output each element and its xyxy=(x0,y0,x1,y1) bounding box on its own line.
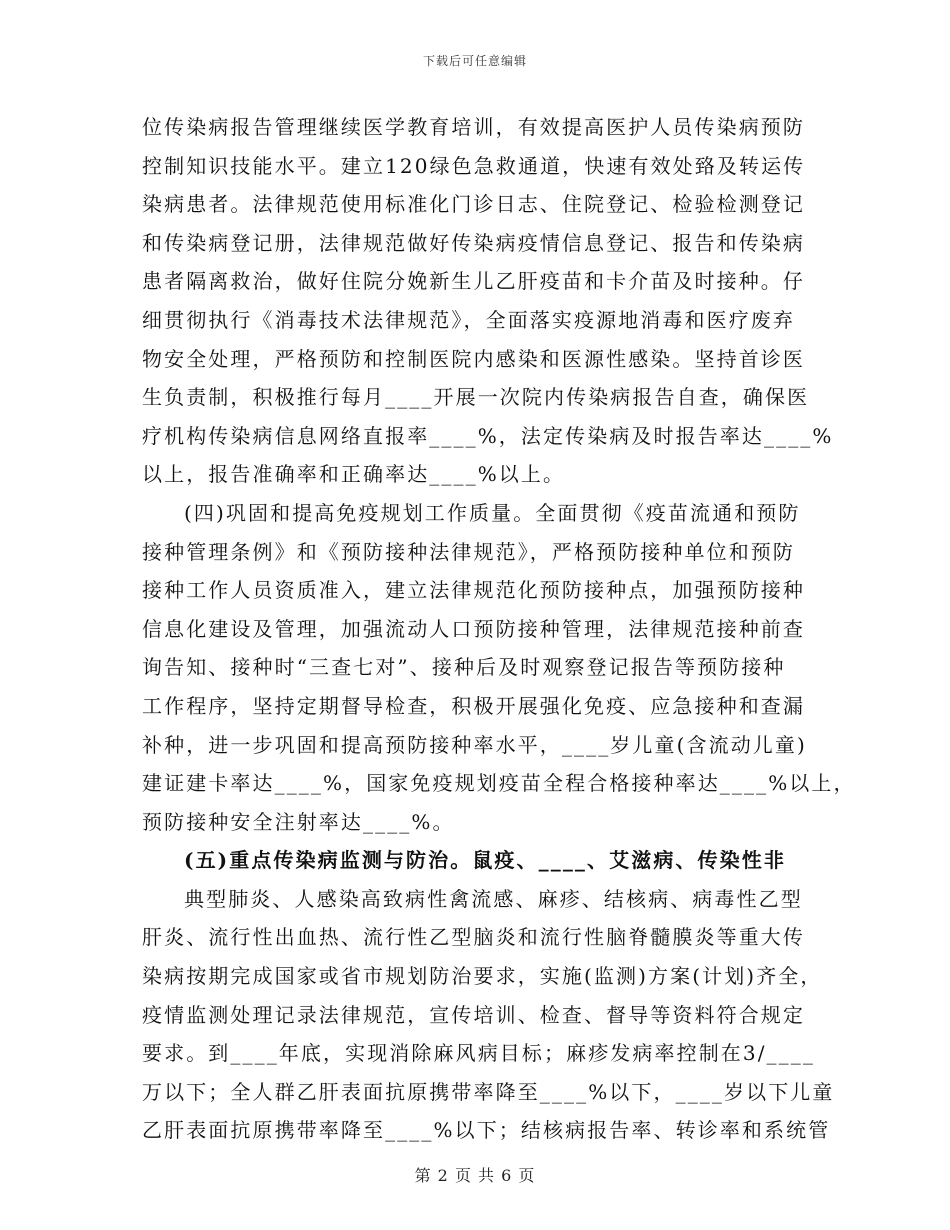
text-line: 询告知、接种时“三查七对”、接种后及时观察登记报告等预防接种 xyxy=(142,655,786,680)
text-line: 染病按期完成国家或省市规划防治要求，实施(监测)方案(计划)齐全， xyxy=(142,964,823,989)
text-line: 接种管理条例》和《预防接种法律规范》，严格预防接种单位和预防 xyxy=(142,539,795,564)
text-line: 工作程序，坚持定期督导检查，积极开展强化免疫、应急接种和查漏 xyxy=(142,693,805,718)
text-line: 接种工作人员资质准入，建立法律规范化预防接种点，加强预防接种 xyxy=(142,578,805,603)
document-body xyxy=(142,108,856,1150)
text-line: 疫情监测处理记录法律规范，宣传培训、检查、督导等资料符合规定 xyxy=(142,1002,805,1027)
text-line: 乙肝表面抗原携带率降至____%以下；结核病报告率、转诊率和系统管 xyxy=(142,1118,831,1143)
text-line: 疗机构传染病信息网络直报率____%，法定传染病及时报告率达____% xyxy=(142,423,834,448)
text-line: 控制知识技能水平。建立120绿色急救通道，快速有效处臵及转运传 xyxy=(142,153,806,178)
text-line: 位传染病报告管理继续医学教育培训，有效提高医护人员传染病预防 xyxy=(142,115,805,139)
paragraph-4-heading-line: (四)巩固和提高免疫规划工作质量。全面贯彻《疫苗流通和预防 xyxy=(184,500,801,525)
text-line: 以上，报告准确率和正确率达____%以上。 xyxy=(142,462,566,487)
text-line: 预防接种安全注射率达____%。 xyxy=(142,809,455,834)
text-line: 生负责制，积极推行每月____开展一次院内传染病报告自查，确保医 xyxy=(142,385,810,410)
text-line: 建证建卡率达____%，国家免疫规划疫苗全程合格接种率达____%以上， xyxy=(142,771,856,796)
text-line: 典型肺炎、人感染高致病性禽流感、麻疹、结核病、病毒性乙型 xyxy=(184,886,803,911)
text-line: 细贯彻执行《消毒技术法律规范》，全面落实疫源地消毒和医疗废弃 xyxy=(142,307,795,332)
text-line: 补种，进一步巩固和提高预防接种率水平，____岁儿童(含流动儿童) xyxy=(142,732,807,757)
text-line: 患者隔离救治，做好住院分娩新生儿乙肝疫苗和卡介苗及时接种。仔 xyxy=(142,269,805,294)
text-line: 要求。到____年底，实现消除麻风病目标；麻疹发病率控制在3/____ xyxy=(142,1041,815,1066)
text-line: 万以下；全人群乙肝表面抗原携带率降至____%以下，____岁以下儿童 xyxy=(142,1079,835,1104)
page-header: 下载后可任意编辑 xyxy=(422,54,527,68)
text-line: 信息化建设及管理，加强流动人口预防接种管理，法律规范接种前查 xyxy=(142,616,805,641)
page-number-footer: 第 2 页 共 6 页 xyxy=(414,1166,536,1185)
text-line: 物安全处理，严格预防和控制医院内感染和医源性感染。坚持首诊医 xyxy=(142,346,805,371)
text-line: 染病患者。法律规范使用标准化门诊日志、住院登记、检验检测登记 xyxy=(142,192,805,217)
section-5-heading: (五)重点传染病监测与防治。鼠疫、____、艾滋病、传染性非 xyxy=(184,848,786,873)
text-line: 肝炎、流行性出血热、流行性乙型脑炎和流行性脑脊髓膜炎等重大传 xyxy=(142,925,805,950)
text-line: 和传染病登记册，法律规范做好传染病疫情信息登记、报告和传染病 xyxy=(142,230,805,255)
